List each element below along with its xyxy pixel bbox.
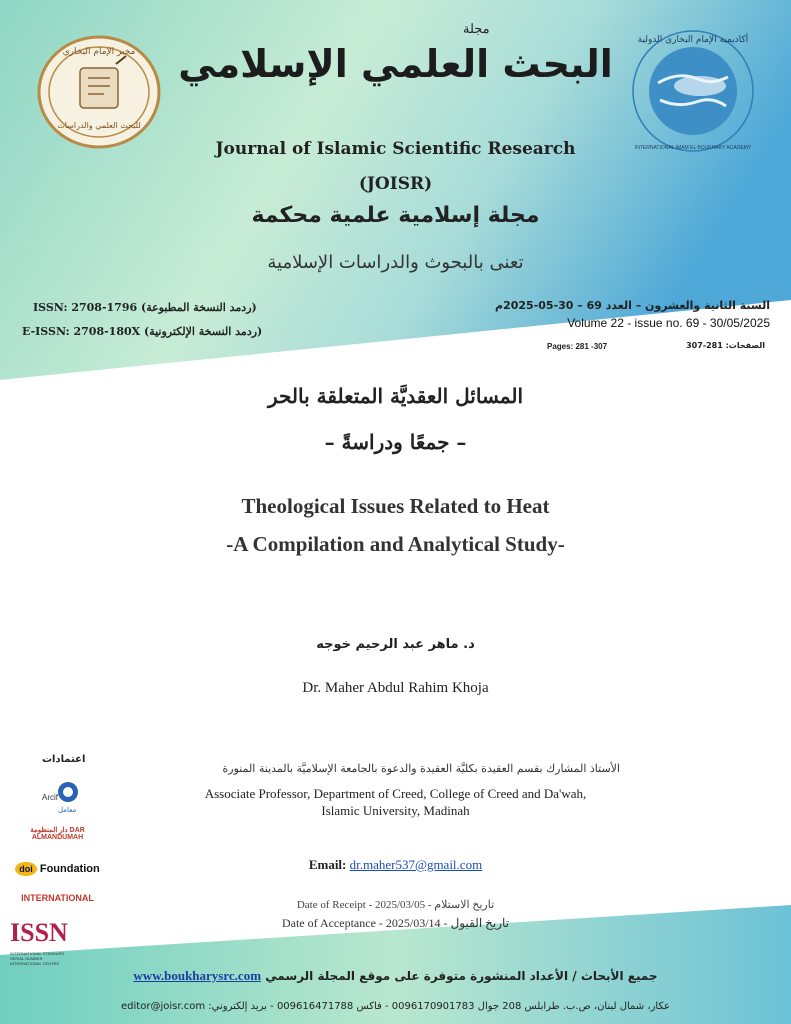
accreditation-label: اعتمادات (42, 754, 86, 765)
paper-title-arabic: المسائل العقديَّة المتعلقة بالحر (267, 384, 523, 408)
journal-small-label: مجلة (463, 22, 490, 37)
doi-foundation-logo: doi Foundation (10, 863, 105, 875)
paper-subtitle-english: -A Compilation and Analytical Study- (226, 532, 565, 556)
email-link[interactable]: dr.maher537@gmail.com (349, 857, 483, 872)
dar-almandumah-logo: دار المنظومة DAR ALMANDUMAH (30, 827, 85, 841)
website-link[interactable]: www.boukharysrc.com (133, 968, 262, 983)
right-logo-text: أكاديمية الإمام البخاري الدولية (637, 35, 749, 45)
footer-contact: عكار، شمال لبنان، ص.ب. طرابلس 208 جوال 0096170901783 - فاكس 009616471788 - بريد إلكتروني: editor@joisr.com (121, 1001, 670, 1012)
journal-arabic-title: البحث العلمي الإسلامي (178, 42, 613, 86)
left-logo-text: مخبر الإمام البخاري (62, 47, 136, 57)
paper-subtitle-arabic: – جمعًا ودراسةً – (324, 430, 467, 454)
affiliation-english: Associate Professor, Department of Creed, College of Creed and Da'wah, Islamic University, Madinah (204, 786, 587, 818)
pages-english: Pages: 281 -307 (547, 342, 608, 351)
author-english: Dr. Maher Abdul Rahim Khoja (302, 680, 489, 696)
author-arabic: د. ماهر عبد الرحيم خوجه (316, 637, 475, 652)
svg-text:للبحث العلمي والدراسات: للبحث العلمي والدراسات (57, 121, 141, 130)
issn-electronic: E-ISSN: 2708-180X (ردمد النسخة الإلكترونية) (22, 325, 263, 338)
date-receipt: Date of Receipt - 2025/03/05 - تاريخ الاستلام (296, 899, 495, 911)
volume-english: Volume 22 - issue no. 69 - 30/05/2025 (567, 316, 770, 330)
affiliation-arabic: الأستاذ المشارك بقسم العقيدة بكليَّة العقيدة والدعوة بالجامعة الإسلاميَّة بالمدينة المنورة (222, 762, 620, 775)
footer-site-line: www.boukharysrc.com جميع الأبحاث / الأعداد المنشورة متوفرة على موقع المجلة الرسمي (133, 968, 658, 983)
pages-arabic: الصفحات: 281-307 (686, 341, 765, 350)
paper-title-english: Theological Issues Related to Heat (241, 494, 550, 518)
date-acceptance: Date of Acceptance - 2025/03/14 - تاريخ القبول (281, 916, 510, 930)
svg-text:Arcif: Arcif (41, 793, 58, 802)
journal-english-title: Journal of Islamic Scientific Research (215, 139, 576, 159)
volume-arabic: السنة الثانية والعشرون – العدد 69 – 30-05-2025م (495, 299, 770, 312)
journal-abbreviation: (JOISR) (358, 174, 433, 194)
issn-logo: ISSN INTERNATIONAL STANDARD SERIAL NUMBER INTERNATIONAL CENTRE (10, 918, 68, 966)
right-logo-en: INTERNATIONAL IMAM EL BOUKHARY ACADEMY (634, 145, 752, 151)
svg-text:معامل: معامل (57, 806, 76, 814)
email-line: Email: dr.maher537@gmail.com (308, 857, 483, 872)
journal-arabic-tagline: تعنى بالبحوث والدراسات الإسلامية (267, 252, 524, 273)
international-logo: INTERNATIONAL (21, 893, 94, 903)
journal-arabic-subtitle: مجلة إسلامية علمية محكمة (251, 203, 540, 228)
issn-print: ISSN: 2708-1796 (ردمد النسخة المطبوعة) (33, 301, 257, 314)
